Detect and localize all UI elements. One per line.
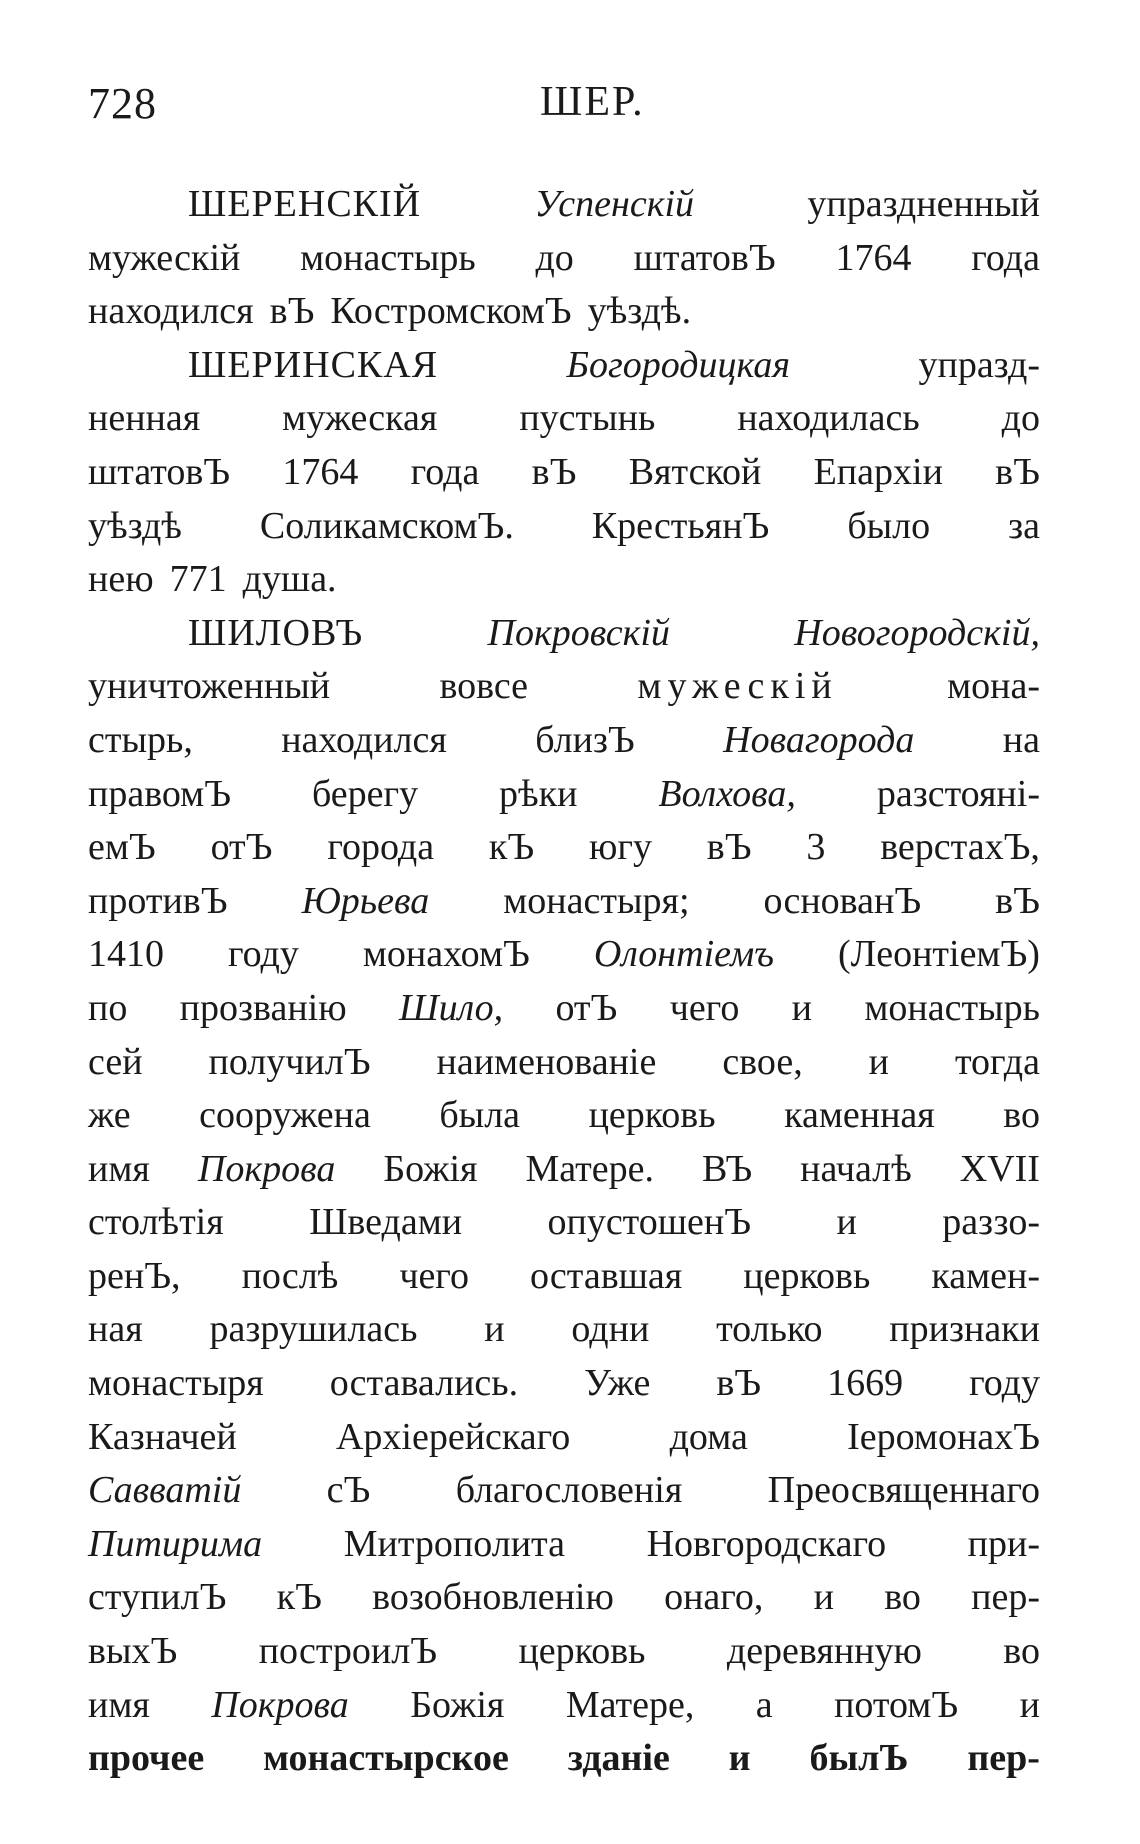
word: правомЪ — [88, 772, 232, 815]
word: наименованіе — [436, 1040, 657, 1083]
word: Божія — [383, 1147, 478, 1190]
text-line — [88, 821, 1040, 875]
word: года — [410, 450, 480, 493]
text-line — [88, 232, 1040, 286]
word: году — [227, 933, 299, 976]
word: монахомЪ — [362, 933, 530, 976]
word: и — [813, 1576, 834, 1619]
text-line — [88, 285, 1040, 339]
word: зданіе — [567, 1737, 670, 1780]
running-head: ШЕР. — [540, 79, 645, 125]
word: построилЪ — [258, 1630, 438, 1673]
word: возобновленію — [372, 1576, 614, 1619]
word: года — [971, 236, 1040, 279]
word: и — [791, 986, 812, 1029]
word: стырь, — [88, 718, 193, 761]
text-line — [88, 1143, 1040, 1197]
word: ненная — [88, 397, 201, 440]
word: верстахЪ, — [880, 826, 1040, 869]
word: выхЪ — [88, 1630, 178, 1673]
word: 3 — [806, 826, 826, 869]
word: было — [847, 504, 931, 547]
text-line — [88, 1357, 1040, 1411]
word: ІеромонахЪ — [847, 1415, 1040, 1458]
word: СоликамскомЪ. — [259, 504, 514, 547]
word: 1669 — [827, 1362, 904, 1405]
word: сооружена — [199, 1094, 371, 1137]
text-line — [88, 660, 1040, 714]
word: штатовЪ — [633, 236, 776, 279]
word: чего — [399, 1254, 469, 1297]
word: Богородицкая — [566, 343, 790, 386]
word: Митрополита — [343, 1522, 565, 1565]
word: мужеская — [282, 397, 438, 440]
text-line — [88, 714, 1040, 768]
word: ная — [88, 1308, 143, 1351]
word: Олонтіемъ — [593, 933, 775, 976]
word: вЪ — [269, 290, 315, 333]
word: Питирима — [88, 1522, 263, 1565]
word: церковь — [518, 1630, 646, 1673]
word: ренЪ, — [88, 1254, 181, 1297]
word: нею — [88, 558, 154, 601]
word: упраздненный — [807, 183, 1040, 225]
word: до — [1001, 397, 1040, 440]
word: 1764 — [835, 236, 912, 279]
word: 1764 — [282, 450, 359, 493]
text-line — [88, 1679, 1040, 1733]
word: КрестьянЪ — [591, 504, 770, 547]
text-line — [88, 500, 1040, 554]
word: сей — [88, 1040, 143, 1083]
word: ступилЪ — [88, 1576, 227, 1619]
word: штатовЪ — [88, 450, 231, 493]
word: разрушилась — [209, 1308, 418, 1351]
word: Покрова — [197, 1147, 336, 1190]
entry-heading: ШИЛОВЪ — [188, 611, 364, 654]
text-line — [88, 392, 1040, 446]
word: Преосвященнаго — [767, 1469, 1040, 1512]
text-line — [88, 1571, 1040, 1625]
text-line — [88, 1464, 1040, 1518]
text-line — [88, 1036, 1040, 1090]
word: XVII — [959, 1147, 1040, 1190]
word: столѣтія — [88, 1201, 224, 1244]
word: онаго, — [664, 1576, 764, 1619]
word: камен- — [931, 1254, 1040, 1297]
word: Новгородскаго — [646, 1522, 887, 1565]
word: Уже — [584, 1362, 651, 1405]
text-line — [88, 1625, 1040, 1679]
word: Матере. — [525, 1147, 655, 1190]
word: церковь — [588, 1094, 716, 1137]
word: монастыря — [88, 1362, 264, 1405]
word: Казначей — [88, 1415, 237, 1458]
word: мона- — [947, 665, 1040, 708]
text-line — [88, 339, 1040, 393]
word: (ЛеонтіемЪ) — [838, 933, 1040, 976]
word: во — [1003, 1094, 1040, 1137]
word: города — [327, 826, 435, 869]
word: Юрьева — [301, 879, 430, 922]
word: Новогородскій, — [794, 611, 1040, 654]
text-line — [88, 1411, 1040, 1465]
word: Шведами — [309, 1201, 463, 1244]
text-line — [88, 446, 1040, 500]
word: основанЪ — [763, 879, 922, 922]
word: емЪ — [88, 826, 156, 869]
entry-heading: ШЕРИНСКАЯ — [188, 343, 439, 386]
word: пустынь — [519, 397, 656, 440]
word: свое, — [722, 1040, 803, 1083]
text-line — [88, 1250, 1040, 1304]
word: опустошенЪ — [547, 1201, 752, 1244]
word: КостромскомЪ — [330, 290, 572, 333]
text-line — [88, 1089, 1040, 1143]
word: вЪ — [531, 450, 577, 493]
word: получилЪ — [208, 1040, 371, 1083]
text-line — [88, 875, 1040, 929]
word: во — [884, 1576, 921, 1619]
word: уѣздѣ — [88, 504, 182, 547]
word: была — [439, 1094, 521, 1137]
word: уѣздѣ. — [587, 290, 692, 333]
word: югу — [588, 826, 652, 869]
word: Савватій — [88, 1469, 242, 1512]
word: тогда — [954, 1040, 1040, 1083]
word: находился — [88, 290, 254, 333]
word: находился — [281, 718, 447, 761]
word: мужескій — [88, 236, 241, 279]
word: противЪ — [88, 879, 228, 922]
word: Успенскій — [534, 183, 695, 225]
word: на — [1002, 718, 1040, 761]
word: Новагорода — [723, 718, 915, 761]
word: только — [716, 1308, 823, 1351]
word: Архіерейскаго — [335, 1415, 571, 1458]
word: Волхова, — [658, 772, 796, 815]
word: упразд- — [918, 343, 1040, 386]
word: берегу — [311, 772, 419, 815]
word: монастырь — [300, 236, 476, 279]
word: Матере, — [565, 1683, 695, 1726]
word: пер- — [971, 1576, 1040, 1619]
word: кЪ — [488, 826, 535, 869]
word: одни — [571, 1308, 650, 1351]
text-line — [88, 1518, 1040, 1572]
word: имя — [88, 1683, 150, 1726]
word: чего — [669, 986, 740, 1029]
word: прозванію — [179, 986, 347, 1029]
word: дома — [669, 1415, 748, 1458]
word: имя — [88, 1147, 150, 1190]
word: вЪ — [995, 450, 1040, 493]
word: и — [836, 1201, 857, 1244]
word: Епархіи — [813, 450, 943, 493]
word: церковь — [743, 1254, 871, 1297]
word: былЪ — [809, 1737, 909, 1780]
word: и — [868, 1040, 889, 1083]
word: послѣ — [241, 1254, 339, 1297]
word: 1410 — [88, 933, 164, 976]
word: сЪ — [326, 1469, 371, 1512]
word: вЪ — [706, 826, 752, 869]
body-text — [88, 178, 1040, 1786]
word: монастыря; — [503, 879, 690, 922]
word: и — [1019, 1683, 1040, 1726]
text-line — [88, 178, 1040, 232]
word: близЪ — [535, 718, 635, 761]
text-line — [88, 607, 1040, 661]
word: монастырское — [263, 1737, 509, 1780]
text-line — [88, 1732, 1040, 1786]
word: монастырь — [864, 986, 1040, 1029]
word: Покровскій — [487, 611, 670, 654]
word: каменная — [784, 1094, 935, 1137]
text-line — [88, 553, 1040, 607]
word: кЪ — [276, 1576, 322, 1619]
word: признаки — [889, 1308, 1040, 1351]
word: отЪ — [555, 986, 618, 1029]
word: при- — [967, 1522, 1040, 1565]
word: а — [755, 1683, 773, 1726]
word: вовсе — [439, 665, 529, 708]
word: рѣки — [499, 772, 578, 815]
word: оставались. — [329, 1362, 519, 1405]
word: Покрова — [211, 1683, 349, 1726]
word: и — [728, 1737, 751, 1780]
word: отЪ — [210, 826, 273, 869]
word: 771 — [169, 558, 227, 601]
word: душа. — [242, 558, 337, 601]
text-line — [88, 1196, 1040, 1250]
word: потомЪ — [834, 1683, 959, 1726]
text-line — [88, 1303, 1040, 1357]
word: Шило, — [398, 986, 504, 1029]
word: находилась — [737, 397, 920, 440]
word: за — [1008, 504, 1040, 547]
word: раззо- — [942, 1201, 1040, 1244]
word: уничтоженный — [88, 665, 331, 708]
word: ВЪ — [702, 1147, 753, 1190]
text-line — [88, 982, 1040, 1036]
word: прочее — [88, 1737, 205, 1780]
word: пер- — [967, 1737, 1040, 1780]
word: до — [535, 236, 574, 279]
word: и — [484, 1308, 505, 1351]
word: же — [88, 1094, 131, 1137]
text-line — [88, 768, 1040, 822]
page-number: 728 — [88, 79, 157, 128]
text-line — [88, 928, 1040, 982]
entry-heading: ШЕРЕНСКІЙ — [188, 183, 422, 225]
word: разстояні- — [876, 772, 1040, 815]
word: мужескій — [637, 665, 838, 708]
word: деревянную — [726, 1630, 922, 1673]
word: Божія — [410, 1683, 505, 1726]
word: вЪ — [995, 879, 1040, 922]
word: году — [969, 1362, 1040, 1405]
word: началѣ — [800, 1147, 912, 1190]
word: благословенія — [455, 1469, 683, 1512]
word: Вятской — [628, 450, 762, 493]
word: вЪ — [716, 1362, 762, 1405]
word: во — [1003, 1630, 1040, 1673]
word: оставшая — [529, 1254, 683, 1297]
word: по — [88, 986, 128, 1029]
